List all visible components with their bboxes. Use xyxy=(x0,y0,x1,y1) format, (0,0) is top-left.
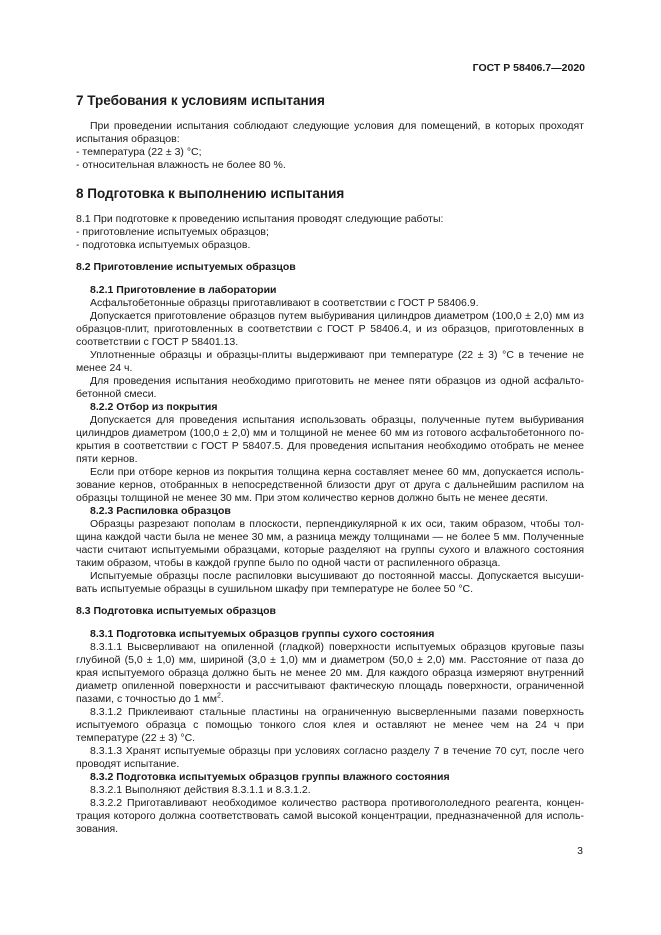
paragraph: Асфальтобетонные образцы приготавливают в соответствии с ГОСТ Р 58406.9. xyxy=(90,297,479,309)
paragraph-8-3-1-3: 8.3.1.3 Хранят испытуемые образцы при условиях согласно разделу 7 в течение 70 сут, после чего проводят испытание. xyxy=(76,745,584,770)
superscript: 2 xyxy=(216,692,221,700)
section-8-2-3-title: 8.2.3 Распиловка образцов xyxy=(90,505,231,517)
list-item: - относительная влажность не более 80 %. xyxy=(76,159,286,171)
paragraph-8-3-2-1: 8.3.2.1 Выполняют действия 8.3.1.1 и 8.3.1.2. xyxy=(90,784,311,796)
section-8-1-paragraph: 8.1 При подготовке к проведению испытания проводят следующие работы: xyxy=(76,213,444,225)
paragraph-8-3-1-1 xyxy=(76,641,584,706)
paragraph: Уплотненные образцы и образцы-плиты выдерживают при температуре (22 ± 3) °С в течение не менее 24 ч. xyxy=(76,349,584,374)
paragraph: Испытуемые образцы после распиловки высушивают до постоянной массы. Допускается высушивать испытуемые образцы в сушильном шкафу при температуре не более 50 °С. xyxy=(76,570,584,595)
paragraph-8-3-2-2: 8.3.2.2 Приготавливают необходимое количество раствора противогололедного реагента, концентрация которого должна соответствовать самой высокой концентрации, предназначенной для использования. xyxy=(76,797,584,835)
document-code: ГОСТ Р 58406.7—2020 xyxy=(472,62,585,74)
paragraph: Допускается приготовление образцов путем выбуривания цилиндров диаметром (100,0 ± 2,0) мм из образцов-плит, приготовленных в соответствии с ГОСТ Р 58406.4, и из образцов, приготовленных в соответствии с ГОСТ Р 58401.13. xyxy=(76,310,584,348)
page-number: 3 xyxy=(577,845,583,857)
list-item: - приготовление испытуемых образцов; xyxy=(76,226,269,238)
section-8-2-title: 8.2 Приготовление испытуемых образцов xyxy=(76,261,296,273)
section-7-paragraph: При проведении испытания соблюдают следующие условия для помещений, в которых проходят испытания образцов: xyxy=(76,120,584,145)
list-item: - температура (22 ± 3) °С; xyxy=(76,146,202,158)
paragraph: Образцы разрезают пополам в плоскости, перпендикулярной к их оси, таким образом, чтобы толщина каждой части была не менее 30 мм, а разница между толщинами — не более 5 мм. Полученные части считают испытуемыми образцами, которые разделяют на группы сухого и влажного состояния таким образом, чтобы в каждой группе было по одной части от распиленного образца. xyxy=(76,518,584,569)
section-8-3-title: 8.3 Подготовка испытуемых образцов xyxy=(76,605,276,617)
section-8-3-2-title: 8.3.2 Подготовка испытуемых образцов группы влажного состояния xyxy=(90,771,450,783)
document-body xyxy=(76,88,584,836)
paragraph: Если при отборе кернов из покрытия толщина керна составляет менее 60 мм, допускается использование кернов, отобранных в непосредственной близости друг от друга с дальнейшим распилом на образцы толщиной не менее 30 мм. При этом количество кернов должно быть не менее десяти. xyxy=(76,466,584,504)
section-8-2-2-title: 8.2.2 Отбор из покрытия xyxy=(90,401,218,413)
paragraph-text: 8.3.1.1 Высверливают на опиленной (гладкой) поверхности испытуемых образцов круговые пазы глубиной (5,0 ± 1,0) мм, шириной (3,0 ± 1,0) мм и диаметром (50,0 ± 2,0) мм. Расстояние от паза до края испытуемого образца должно быть не менее 20 мм. Для каждого образца измеряют внутренний диаметр опиленной поверхности и рассчитывают фактическую площадь поверхности, ограниченной пазами, с точностью до 1 мм xyxy=(76,641,584,705)
paragraph-8-3-1-2: 8.3.1.2 Приклеивают стальные пластины на ограниченную высверленными пазами поверхность испытуемого образца с помощью тонкого слоя клея и оставляют не менее чем на 24 ч при температуре (22 ± 3) °С. xyxy=(76,706,584,744)
paragraph: Допускается для проведения испытания использовать образцы, полученные путем выбуривания цилиндров диаметром (100,0 ± 2,0) мм и толщиной не менее 60 мм из готового асфальтобетонного покрытия в соответствии с ГОСТ Р 58407.5. Для проведения испытания необходимо отобрать не менее пяти кернов. xyxy=(76,414,584,465)
paragraph-end: . xyxy=(220,693,224,705)
section-8-title: 8 Подготовка к выполнению испытания xyxy=(76,186,345,201)
section-7-title: 7 Требования к условиям испытания xyxy=(76,93,325,108)
section-8-2-1-title: 8.2.1 Приготовление в лаборатории xyxy=(90,284,277,296)
paragraph: Для проведения испытания необходимо приготовить не менее пяти образцов из одной асфальтобетонной смеси. xyxy=(76,375,584,400)
list-item: - подготовка испытуемых образцов. xyxy=(76,239,251,251)
section-8-3-1-title: 8.3.1 Подготовка испытуемых образцов группы сухого состояния xyxy=(90,628,435,640)
